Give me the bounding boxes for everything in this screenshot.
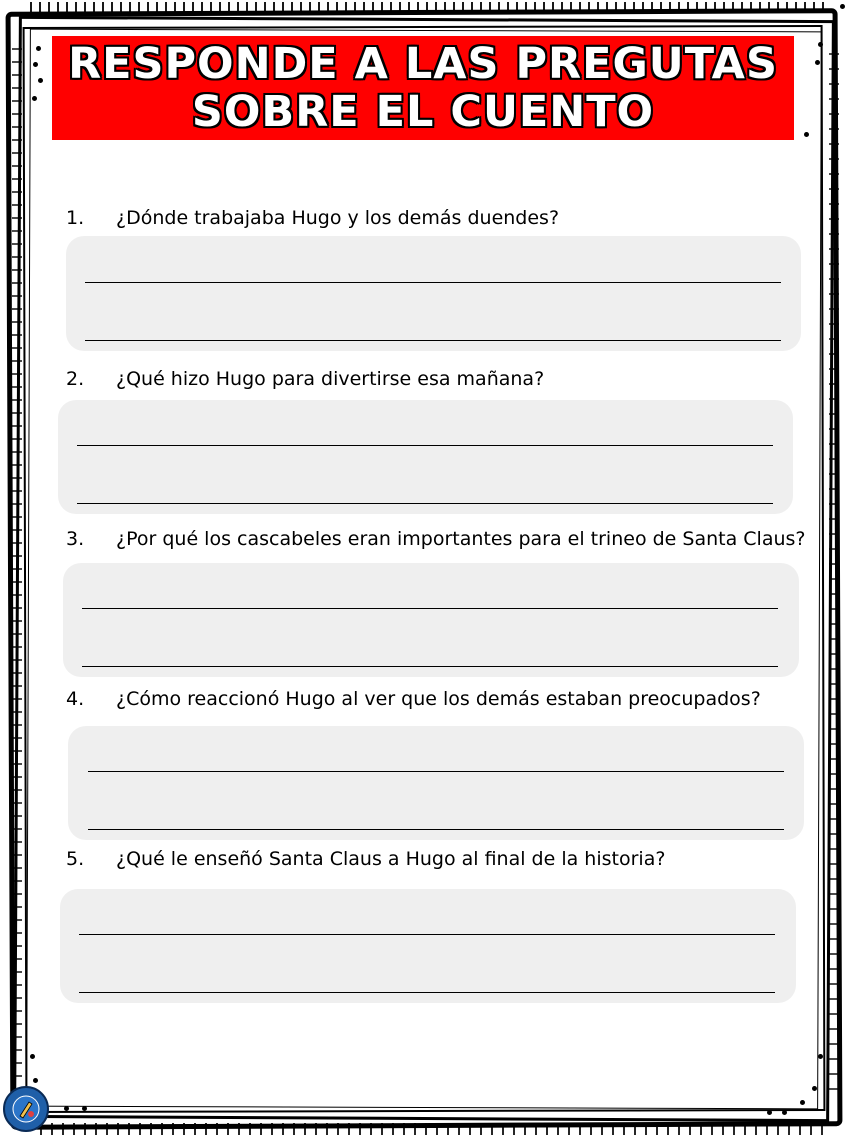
question-4-text: ¿Cómo reaccionó Hugo al ver que los demás estaban preocupados? bbox=[116, 688, 761, 710]
question-3-number: 3. bbox=[66, 528, 85, 550]
answer-box-5[interactable] bbox=[60, 889, 796, 1003]
answer-line bbox=[82, 608, 778, 609]
answer-box-1[interactable] bbox=[66, 236, 801, 351]
pencil-figure-icon bbox=[11, 1094, 41, 1124]
question-2-number: 2. bbox=[66, 368, 85, 390]
question-1-number: 1. bbox=[66, 207, 85, 229]
question-5-number: 5. bbox=[66, 848, 85, 870]
answer-line bbox=[79, 934, 775, 935]
answer-line bbox=[79, 992, 775, 993]
answer-line bbox=[77, 503, 773, 504]
question-5-text: ¿Qué le enseñó Santa Claus a Hugo al final de la historia? bbox=[116, 848, 666, 870]
question-3-text: ¿Por qué los cascabeles eran importantes para el trineo de Santa Claus? bbox=[116, 528, 806, 550]
school-logo-icon bbox=[3, 1086, 49, 1132]
answer-line bbox=[88, 771, 784, 772]
question-1-text: ¿Dónde trabajaba Hugo y los demás duendes? bbox=[116, 207, 560, 229]
answer-box-4[interactable] bbox=[68, 726, 804, 840]
answer-line bbox=[88, 829, 784, 830]
question-2-text: ¿Qué hizo Hugo para divertirse esa mañana? bbox=[116, 368, 545, 390]
title-line-1: RESPONDE A LAS PREGUTAS bbox=[68, 39, 778, 89]
question-4-number: 4. bbox=[66, 688, 85, 710]
title-banner bbox=[52, 36, 794, 140]
title-line-2: SOBRE EL CUENTO bbox=[191, 87, 655, 137]
answer-line bbox=[77, 445, 773, 446]
answer-line bbox=[82, 666, 778, 667]
answer-line bbox=[85, 282, 781, 283]
answer-box-3[interactable] bbox=[63, 563, 799, 677]
answer-box-2[interactable] bbox=[58, 400, 793, 514]
answer-line bbox=[85, 340, 781, 341]
